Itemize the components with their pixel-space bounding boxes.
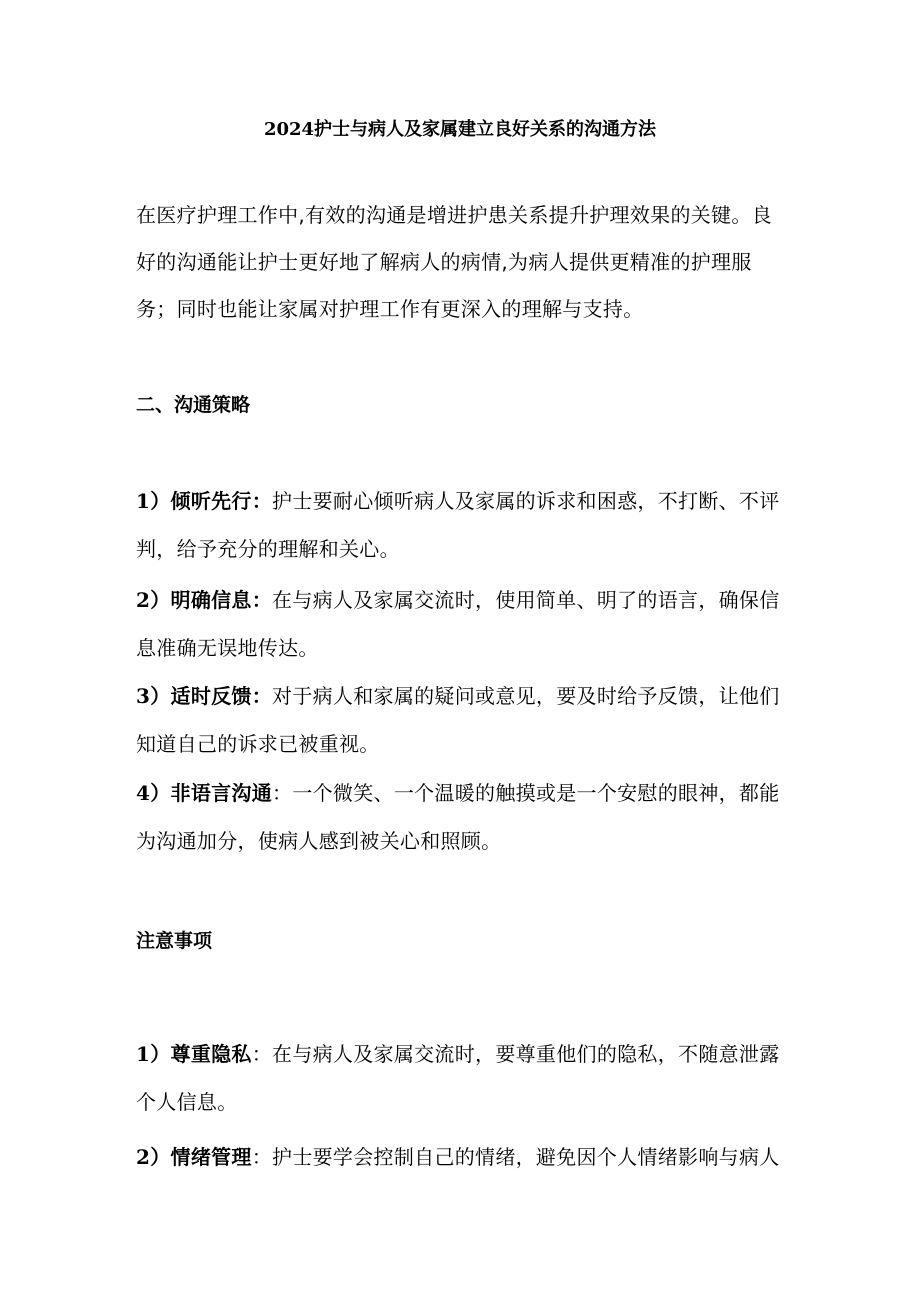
note-number: 2）	[136, 1145, 171, 1169]
document-title	[0, 116, 920, 144]
note-number: 1）	[136, 1042, 171, 1066]
note-item	[136, 1030, 788, 1126]
strategy-number: 1）	[136, 489, 171, 513]
note-label: 情绪管理	[170, 1145, 252, 1169]
strategy-number: 3）	[136, 684, 171, 708]
title-text: 护士与病人及家属建立良好关系的沟通方法	[314, 119, 657, 140]
strategy-number: 4）	[136, 781, 171, 805]
strategy-label: 明确信息：	[170, 588, 273, 612]
strategy-label: 倾听先行：	[170, 489, 273, 513]
strategy-text: 护士要耐心倾听病人及家属的诉求和困惑，不打断、不评判，给予充分的理解和关心。	[136, 489, 780, 561]
strategy-text: ：一个微笑、一个温暖的触摸或是一个安慰的眼神，都能为沟通加分，使病人感到被关心和照顾。	[136, 781, 780, 853]
strategy-label: 非语言沟通	[170, 781, 273, 805]
strategy-item	[136, 477, 788, 573]
strategy-number: 2）	[136, 588, 171, 612]
note-text: ：护士要学会控制自己的情绪，避免因个人情绪影响与病人	[251, 1145, 780, 1169]
section-heading-strategies: 二、沟通策略	[136, 394, 251, 416]
strategy-item	[136, 576, 788, 672]
intro-paragraph: 在医疗护理工作中,有效的沟通是增进护患关系提升护理效果的关键。良好的沟通能让护士更好地了解病人的病情,为病人提供更精准的护理服务；同时也能让家属对护理工作有更深入的理解与支持。	[136, 203, 772, 321]
note-text: ：在与病人及家属交流时，要尊重他们的隐私，不随意泄露个人信息。	[136, 1042, 780, 1114]
strategy-text: 对于病人和家属的疑问或意见，要及时给予反馈，让他们知道自己的诉求已被重视。	[136, 684, 780, 756]
section-heading-notes: 注意事项	[136, 930, 213, 952]
note-item	[136, 1133, 788, 1181]
strategy-item	[136, 769, 788, 865]
strategy-item	[136, 672, 788, 768]
note-label: 尊重隐私	[170, 1042, 252, 1066]
title-year: 2024	[263, 119, 315, 140]
strategy-label: 适时反馈：	[170, 684, 273, 708]
strategy-text: 在与病人及家属交流时，使用简单、明了的语言，确保信息准确无误地传达。	[136, 588, 780, 660]
